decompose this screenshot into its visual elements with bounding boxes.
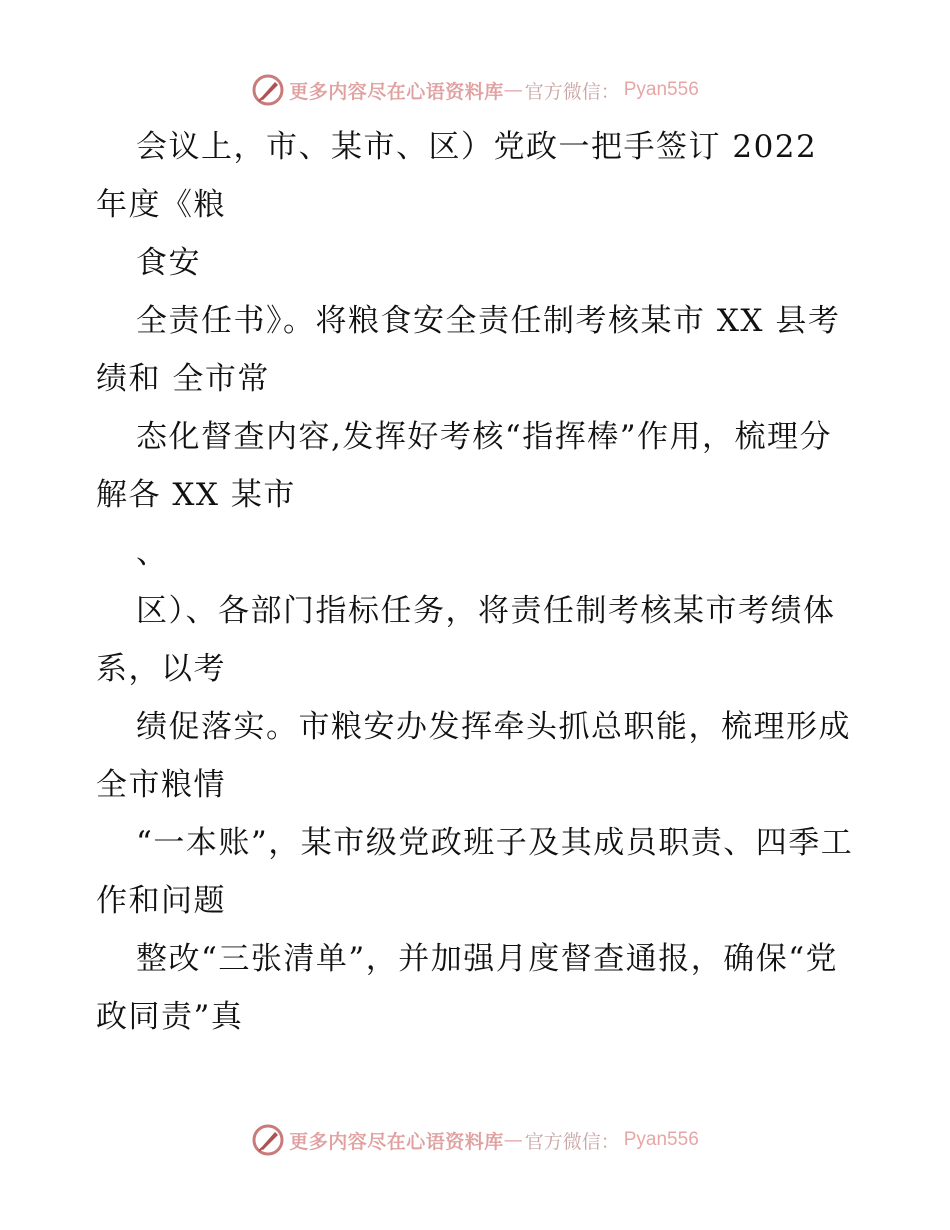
- text-line-5: 、: [136, 535, 169, 571]
- watermark-site-name: 更多内容尽在心语资料库: [289, 1130, 504, 1153]
- text-line-9: 整改“三张清单”，并加强月度督查通报，确保“党政同责”真: [96, 941, 839, 1035]
- quill-logo-icon: [251, 1123, 285, 1157]
- text-line-2: 食安: [136, 245, 201, 281]
- text-line-7: 绩促落实。市粮安办发挥牵头抓总职能，梳理形成全市粮情: [96, 709, 851, 803]
- watermark-dash: —: [503, 79, 523, 101]
- watermark-official-label: 官方微信：: [524, 1130, 620, 1153]
- text-line-3: 全责任书》。将粮食安全责任制考核某市 XX 县考绩和 全市常: [96, 303, 841, 397]
- text-line-8: “一本账”，某市级党政班子及其成员职责、四季工作和问题: [96, 825, 854, 919]
- watermark-dash: —: [503, 1129, 523, 1151]
- footer-watermark: [0, 1120, 950, 1160]
- watermark-wechat-id: Pyan556: [623, 79, 699, 100]
- quill-logo-icon: [251, 73, 285, 107]
- text-line-1: 会议上，市、某市、区）党政一把手签订 2022 年度《粮: [96, 129, 818, 223]
- text-line-4: 态化督查内容,发挥好考核“指挥棒”作用，梳理分解各 XX 某市: [96, 419, 833, 513]
- document-body: [96, 118, 856, 1046]
- header-watermark: [0, 70, 950, 110]
- watermark-site-name: 更多内容尽在心语资料库: [289, 80, 504, 103]
- watermark-official-label: 官方微信：: [524, 80, 620, 103]
- text-line-6: 区）、各部门指标任务，将责任制考核某市考绩体系，以考: [96, 593, 836, 687]
- watermark-wechat-id: Pyan556: [623, 1129, 699, 1150]
